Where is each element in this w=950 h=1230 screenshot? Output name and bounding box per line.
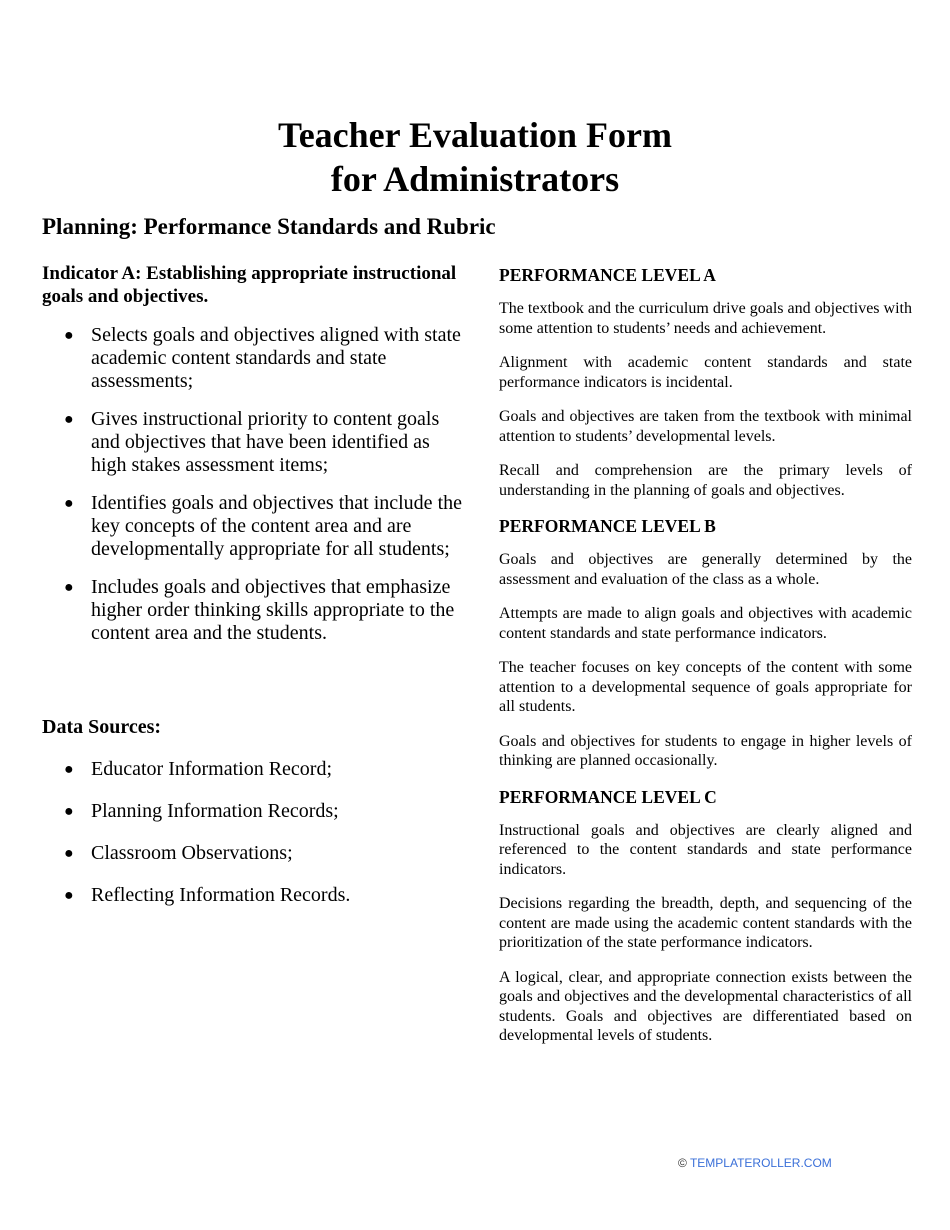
performance-level-heading: PERFORMANCE LEVEL B bbox=[499, 516, 716, 536]
performance-level-paragraph: Goals and objectives are taken from the textbook with minimal attention to students’ developmental levels. bbox=[499, 408, 912, 445]
indicator-list bbox=[42, 324, 462, 645]
data-sources-list bbox=[42, 758, 462, 907]
bullet-icon: ● bbox=[64, 411, 74, 428]
footer-credit bbox=[678, 1156, 832, 1170]
performance-level-a bbox=[499, 264, 912, 500]
list-item bbox=[42, 800, 462, 823]
list-item-text: Gives instructional priority to content goals and objectives that have been identified as high stakes assessment items; bbox=[91, 408, 440, 476]
performance-level-paragraph: Goals and objectives for students to engage in higher levels of thinking are planned occasionally. bbox=[499, 732, 912, 769]
indicator-heading: Indicator A: Establishing appropriate instructional goals and objectives. bbox=[42, 263, 457, 307]
performance-level-paragraph: Instructional goals and objectives are clearly aligned and referenced to the content standards and state performance indicators. bbox=[499, 821, 912, 878]
performance-level-paragraph: Attempts are made to align goals and objectives with academic content standards and state performance indicators. bbox=[499, 605, 912, 642]
performance-levels bbox=[499, 264, 912, 1061]
list-item bbox=[42, 884, 462, 907]
performance-level-paragraph: Decisions regarding the breadth, depth, and sequencing of the content are made using the academic content standards with the prioritization of the state performance indicators. bbox=[499, 895, 912, 951]
bullet-icon: ● bbox=[64, 761, 74, 778]
performance-level-paragraph: A logical, clear, and appropriate connection exists between the goals and objectives and the developmental characteristics of all students. Goals and objectives are differentiated based on developmental levels of students. bbox=[499, 968, 912, 1044]
indicator-section bbox=[42, 262, 462, 660]
data-sources-heading: Data Sources: bbox=[42, 716, 162, 738]
list-item bbox=[42, 758, 462, 781]
list-item-text: Selects goals and objectives aligned with state academic content standards and state assessments; bbox=[91, 324, 461, 392]
list-item bbox=[42, 324, 462, 393]
list-item-text: Includes goals and objectives that emphasize higher order thinking skills appropriate to the content area and the students. bbox=[91, 576, 455, 644]
performance-level-paragraph: Recall and comprehension are the primary levels of understanding in the planning of goals and objectives. bbox=[499, 462, 912, 499]
page-title-line-2: for Administrators bbox=[330, 159, 620, 199]
performance-level-b bbox=[499, 515, 912, 771]
list-item bbox=[42, 576, 462, 645]
list-item-text: Identifies goals and objectives that include the key concepts of the content area and are developmentally appropriate for all students; bbox=[91, 492, 462, 560]
page-title-line-1: Teacher Evaluation Form bbox=[278, 115, 672, 155]
performance-level-paragraph: Goals and objectives are generally determined by the assessment and evaluation of the class as a whole. bbox=[499, 551, 912, 588]
section-heading: Planning: Performance Standards and Rubric bbox=[42, 214, 496, 239]
performance-level-heading: PERFORMANCE LEVEL C bbox=[499, 786, 717, 807]
performance-level-paragraph: The textbook and the curriculum drive goals and objectives with some attention to students’ needs and achievement. bbox=[499, 300, 912, 337]
performance-level-c bbox=[499, 786, 912, 1046]
bullet-icon: ● bbox=[64, 845, 74, 862]
performance-level-paragraph: The teacher focuses on key concepts of the content with some attention to a developmental sequence of goals appropriate for all students. bbox=[499, 659, 912, 715]
data-sources-section bbox=[42, 714, 462, 926]
bullet-icon: ● bbox=[64, 327, 74, 344]
bullet-icon: ● bbox=[64, 803, 74, 820]
list-item-text: Educator Information Record; bbox=[91, 758, 333, 780]
list-item-text: Planning Information Records; bbox=[91, 800, 339, 822]
list-item bbox=[42, 408, 462, 477]
bullet-icon: ● bbox=[64, 495, 74, 512]
performance-level-paragraph: Alignment with academic content standards and state performance indicators is incidental. bbox=[499, 354, 912, 391]
copyright-icon: © bbox=[678, 1156, 687, 1170]
list-item-text: Classroom Observations; bbox=[91, 842, 293, 864]
list-item bbox=[42, 492, 462, 561]
bullet-icon: ● bbox=[64, 579, 74, 596]
list-item bbox=[42, 842, 462, 865]
bullet-icon: ● bbox=[64, 887, 74, 904]
page-title bbox=[0, 113, 950, 201]
performance-level-heading: PERFORMANCE LEVEL A bbox=[499, 265, 716, 285]
templateroller-link[interactable]: TEMPLATEROLLER.COM bbox=[689, 1156, 832, 1170]
list-item-text: Reflecting Information Records. bbox=[91, 884, 351, 906]
